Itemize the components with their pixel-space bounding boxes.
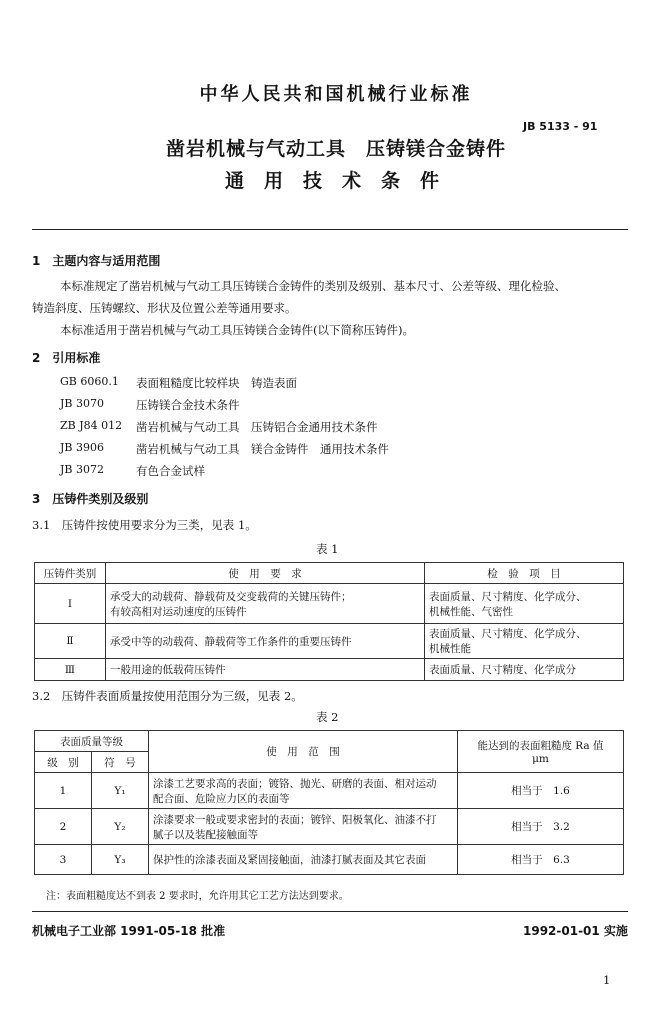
table-row bbox=[35, 659, 624, 681]
table2-header-level: 级 别 bbox=[35, 752, 92, 773]
clause-3-1: 3.1 压铸件按使用要求分为三类，见表 1。 bbox=[32, 518, 257, 532]
table1-cell-class: Ⅰ bbox=[35, 584, 106, 624]
table-row bbox=[35, 809, 624, 845]
usage-line: 配合面、危险应力区的表面等 bbox=[153, 792, 290, 805]
ref-code: GB 6060.1 bbox=[60, 375, 119, 388]
table2-cell-usage bbox=[149, 809, 458, 845]
section-1-heading: 1 主题内容与适用范围 bbox=[32, 254, 161, 268]
ref-title: 表面粗糙度比较样块 铸造表面 bbox=[136, 376, 297, 390]
table1-cell-class: Ⅲ bbox=[35, 659, 106, 681]
ref-title: 压铸镁合金技术条件 bbox=[136, 398, 240, 412]
table2-cell-level: 2 bbox=[35, 809, 92, 845]
table2 bbox=[34, 730, 624, 875]
section-1-para1-line1: 本标准规定了凿岩机械与气动工具压铸镁合金铸件的类别及级别、基本尺寸、公差等级、理化检验、 bbox=[60, 279, 566, 293]
clause-3-2: 3.2 压铸件表面质量按使用范围分为三级，见表 2。 bbox=[32, 689, 303, 703]
requirement-line: 有较高相对运动速度的压铸件 bbox=[110, 605, 247, 618]
section-1-para1-line2: 铸造斜度、压铸螺纹、形状及位置公差等通用要求。 bbox=[32, 301, 297, 315]
table1-cell-requirement: 一般用途的低载荷压铸件 bbox=[106, 659, 425, 681]
table1-header-inspection: 检 验 项 目 bbox=[425, 563, 624, 584]
table-row bbox=[35, 624, 624, 659]
table1-cell-requirement: 承受中等的动载荷、静载荷等工作条件的重要压铸件 bbox=[106, 624, 425, 659]
table1-header-requirement: 使 用 要 求 bbox=[106, 563, 425, 584]
effective-date: 1992-01-01 实施 bbox=[523, 924, 628, 938]
table1-cell-inspection bbox=[425, 624, 624, 659]
table1 bbox=[34, 562, 624, 681]
document-title-line1: 凿岩机械与气动工具 压铸镁合金铸件 bbox=[165, 138, 506, 160]
table2-note: 注：表面粗糙度达不到表 2 要求时，允许用其它工艺方法达到要求。 bbox=[46, 891, 349, 902]
standard-code: JB 5133 - 91 bbox=[523, 120, 598, 133]
table2-caption: 表 2 bbox=[316, 710, 339, 724]
footer-divider bbox=[32, 911, 628, 912]
page-number: 1 bbox=[603, 973, 611, 987]
table2-cell-usage bbox=[149, 773, 458, 809]
approval-info: 机械电子工业部 1991-05-18 批准 bbox=[32, 924, 226, 938]
table1-cell-inspection bbox=[425, 584, 624, 624]
ref-title: 凿岩机械与气动工具 压铸铝合金通用技术条件 bbox=[136, 420, 378, 434]
table2-cell-level: 3 bbox=[35, 845, 92, 875]
inspection-line: 机械性能、气密性 bbox=[429, 605, 513, 618]
usage-line: 涂漆工艺要求高的表面；镀铬、抛光、研磨的表面、相对运动 bbox=[153, 777, 437, 790]
roughness-label: 能达到的表面粗糙度 Ra 值 bbox=[477, 740, 604, 752]
inspection-line: 表面质量、尺寸精度、化学成分、 bbox=[429, 590, 587, 603]
header-divider bbox=[32, 229, 628, 230]
roughness-unit: μm bbox=[532, 753, 549, 765]
table2-header-usage: 使 用 范 围 bbox=[149, 731, 458, 773]
table2-cell-symbol: Y₂ bbox=[92, 809, 149, 845]
table2-header-group: 表面质量等级 bbox=[35, 731, 149, 752]
table1-cell-inspection: 表面质量、尺寸精度、化学成分 bbox=[425, 659, 624, 681]
table2-cell-roughness: 相当于 1.6 bbox=[458, 773, 624, 809]
table1-header-class: 压铸件类别 bbox=[35, 563, 106, 584]
ref-code: JB 3906 bbox=[60, 441, 104, 454]
table2-cell-roughness: 相当于 3.2 bbox=[458, 809, 624, 845]
standard-title: 中华人民共和国机械行业标准 bbox=[199, 84, 473, 105]
usage-line: 腻子以及装配接触面等 bbox=[153, 828, 258, 841]
table-row bbox=[35, 584, 624, 624]
ref-title: 凿岩机械与气动工具 镁合金铸件 通用技术条件 bbox=[136, 442, 389, 456]
section-2-heading: 2 引用标准 bbox=[32, 351, 101, 365]
section-1-para2: 本标准适用于凿岩机械与气动工具压铸镁合金铸件(以下简称压铸件)。 bbox=[60, 323, 414, 337]
inspection-line: 表面质量、尺寸精度、化学成分、 bbox=[429, 628, 587, 640]
table2-cell-roughness: 相当于 6.3 bbox=[458, 845, 624, 875]
table1-caption: 表 1 bbox=[316, 542, 339, 556]
ref-code: JB 3072 bbox=[60, 463, 104, 476]
table-row bbox=[35, 773, 624, 809]
ref-code: JB 3070 bbox=[60, 397, 104, 410]
table2-cell-level: 1 bbox=[35, 773, 92, 809]
table1-cell-class: Ⅱ bbox=[35, 624, 106, 659]
inspection-line: 机械性能 bbox=[429, 643, 471, 655]
table1-cell-requirement bbox=[106, 584, 425, 624]
table2-cell-symbol: Y₃ bbox=[92, 845, 149, 875]
table-row bbox=[35, 845, 624, 875]
ref-code: ZB J84 012 bbox=[60, 419, 123, 432]
document-title-line2: 通用技术条件 bbox=[224, 170, 459, 192]
table2-header-symbol: 符 号 bbox=[92, 752, 149, 773]
usage-line: 涂漆要求一般或要求密封的表面；镀锌、阳极氧化、油漆不打 bbox=[153, 813, 437, 826]
requirement-line: 承受大的动载荷、静载荷及交变载荷的关键压铸件； bbox=[110, 590, 352, 603]
section-3-heading: 3 压铸件类别及级别 bbox=[32, 492, 149, 506]
table2-header-roughness bbox=[458, 731, 624, 773]
table2-cell-symbol: Y₁ bbox=[92, 773, 149, 809]
ref-title: 有色合金试样 bbox=[136, 464, 205, 478]
table2-cell-usage: 保护性的涂漆表面及紧固接触面，油漆打腻表面及其它表面 bbox=[149, 845, 458, 875]
